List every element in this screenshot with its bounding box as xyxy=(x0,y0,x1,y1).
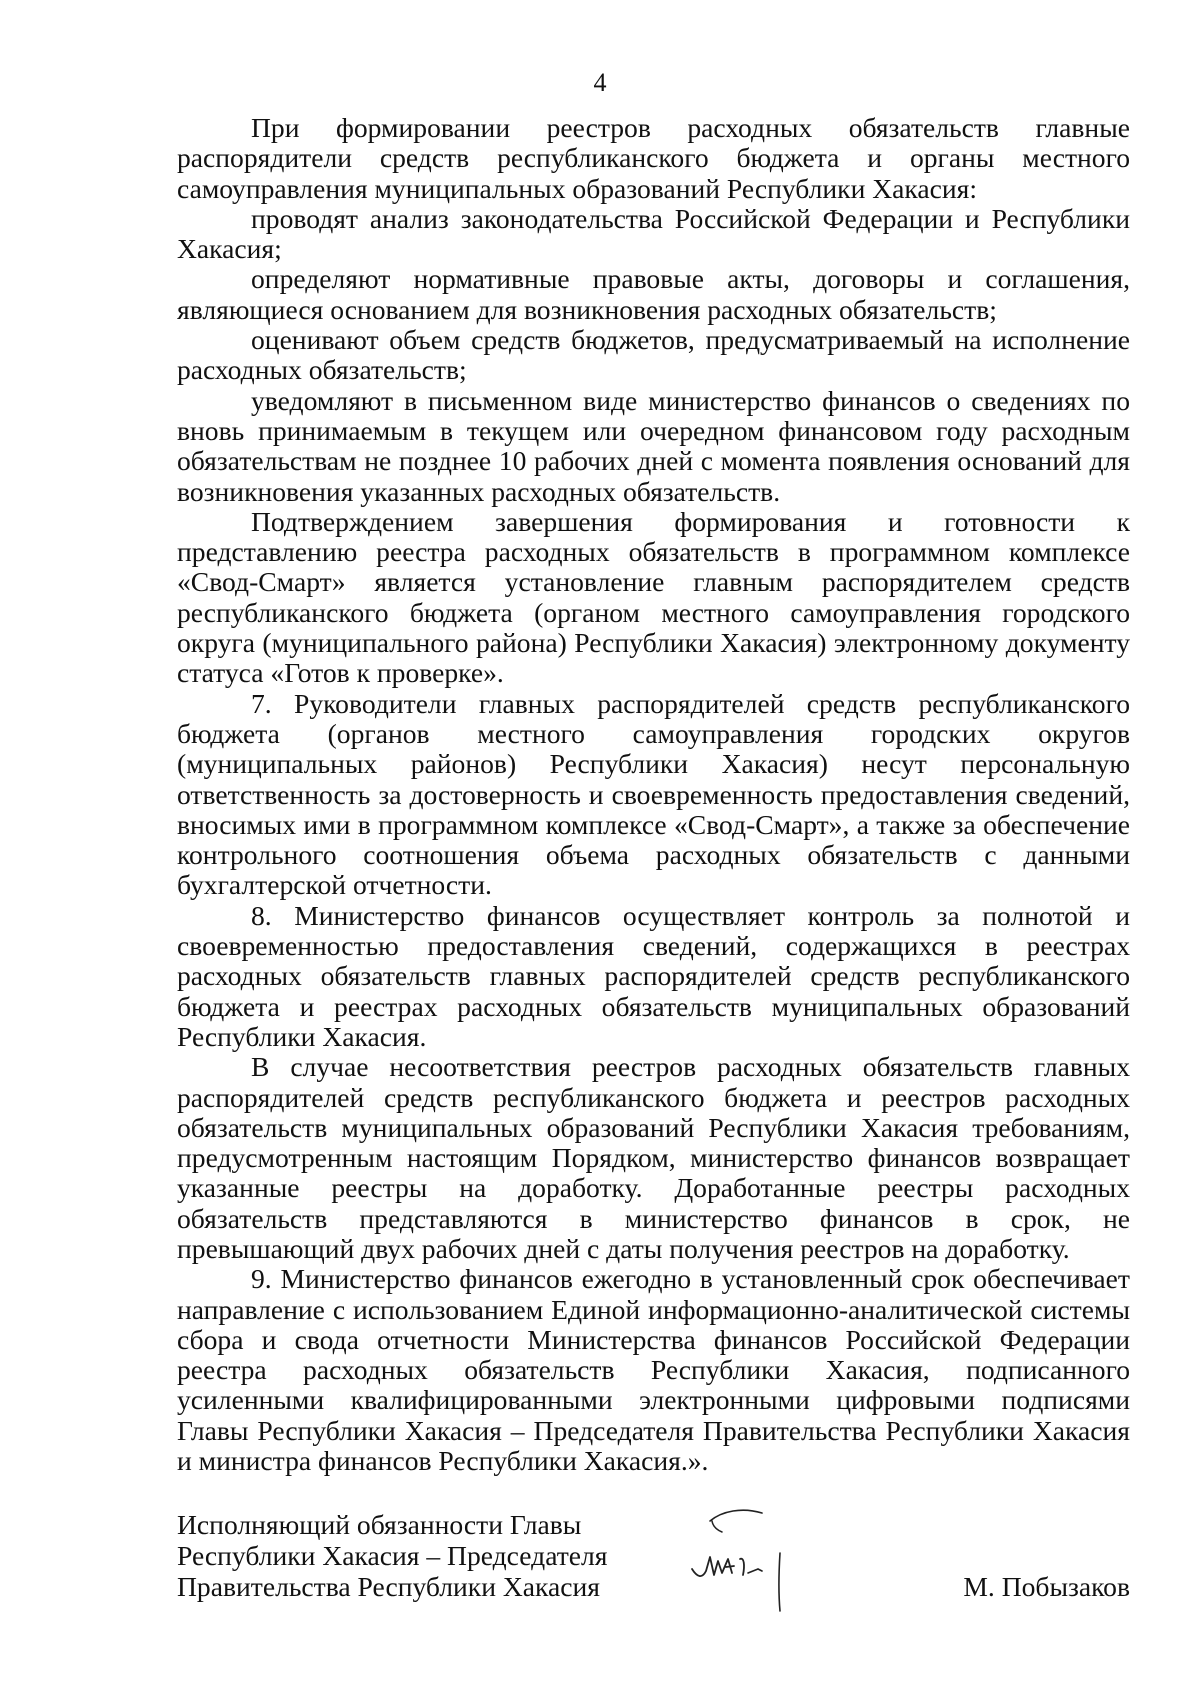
paragraph-item-8: 8. Министерство финансов осуществляет контроль за полнотой и своевременностью предоставления сведений, содержащихся в реестрах расходных обязательств главных распорядителей средств республиканского бюджета и реестрах расходных обязательств муниципальных образований Республики Хакасия. xyxy=(177,899,1130,1052)
paragraph-item-9: 9. Министерство финансов ежегодно в установленный срок обеспечивает направление с использованием Единой информационно-аналитической системы сбора и свода отчетности Министерства финансов Российской Федерации реестра расходных обязательств Республики Хакасия, подписанного усиленными квалифицированными электронными цифровыми подписями Главы Республики Хакасия – Председателя Правительства Республики Хакасия и министра финансов Республики Хакасия.». xyxy=(177,1263,1130,1477)
paragraph-intro: При формировании реестров расходных обязательств главные распорядители средств республиканского бюджета и органы местного самоуправления муниципальных образований Республики Хакасия: xyxy=(177,112,1130,204)
signer-position-line: Исполняющий обязанности Главы xyxy=(177,1509,582,1540)
signer-position-line: Правительства Республики Хакасия xyxy=(177,1571,600,1602)
paragraph-analysis: проводят анализ законодательства Российской Федерации и Республики Хакасия; xyxy=(177,202,1130,265)
paragraph-estimate-volume: оценивают объем средств бюджетов, предусматриваемый на исполнение расходных обязательств; xyxy=(177,324,1130,386)
signer-position xyxy=(177,1509,637,1602)
paragraph-mismatch: В случае несоответствия реестров расходных обязательств главных распорядителей средств республиканского бюджета и реестров расходных обязательств муниципальных образований Республики Хакасия требованиям, предусмотренным настоящим Порядком, министерство финансов возвращает указанные реестры на доработку. Доработанные реестры расходных обязательств представляются в министерство финансов в срок, не превышающий двух рабочих дней с даты получения реестров на доработку. xyxy=(177,1051,1130,1264)
signature-block xyxy=(177,1509,1130,1619)
signer-position-line: Республики Хакасия – Председателя xyxy=(177,1540,608,1571)
page-number: 4 xyxy=(593,68,607,97)
paragraph-item-7: 7. Руководители главных распорядителей средств республиканского бюджета (органов местного самоуправления городских округов (муниципальных районов) Республики Хакасия) несут персональную ответственность за достоверность и своевременность предоставления сведений, вносимых ими в программном комплексе «Свод-Смарт», а также за обеспечение контрольного соотношения объема расходных обязательств с данными бухгалтерской отчетности. xyxy=(177,687,1130,901)
paragraph-notify: уведомляют в письменном виде министерство финансов о сведениях по вновь принимаемым в текущем или очередном финансовом году расходным обязательствам не позднее 10 рабочих дней с момента появления оснований для возникновения указанных расходных обязательств. xyxy=(177,384,1130,507)
handwritten-signature xyxy=(682,1499,812,1619)
paragraph-confirmation: Подтверждением завершения формирования и готовности к представлению реестра расходных обязательств в программном комплексе «Свод-Смарт» является установление главным распорядителем средств республиканского бюджета (органом местного самоуправления городского округа (муниципального района) Республики Хакасия) электронному документу статуса «Готов к проверке». xyxy=(177,505,1130,689)
document-body xyxy=(177,113,1130,1476)
signer-name: М. Побызаков xyxy=(963,1571,1130,1602)
paragraph-determine-acts: определяют нормативные правовые акты, договоры и соглашения, являющиеся основанием для возникновения расходных обязательств; xyxy=(177,263,1130,325)
